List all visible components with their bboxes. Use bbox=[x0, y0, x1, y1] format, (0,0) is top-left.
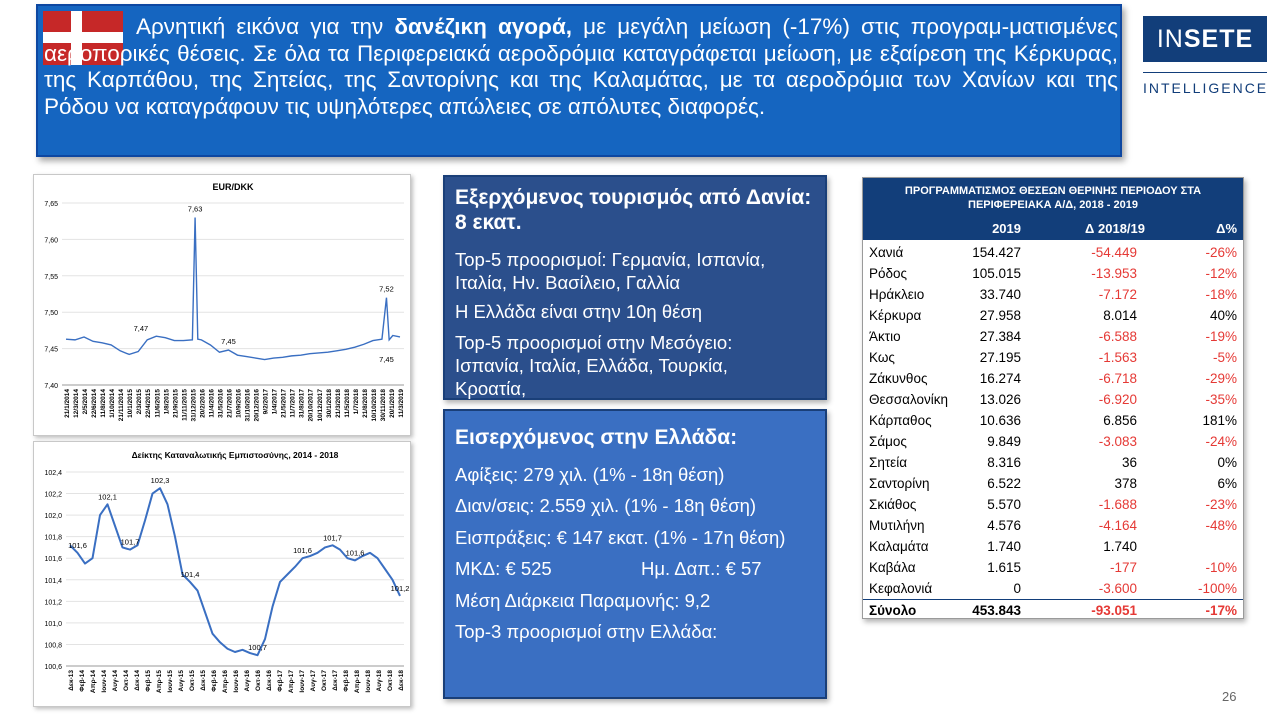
insete-logo: INSETE INTELLIGENCE bbox=[1143, 16, 1267, 102]
x-tick-label: 10/12/2017 bbox=[316, 389, 324, 422]
x-tick-label: 11/11/2015 bbox=[181, 389, 189, 421]
row-2019: 27.195 bbox=[979, 350, 1021, 365]
row-delta-pct: -29% bbox=[1205, 371, 1237, 386]
table-row bbox=[863, 410, 1243, 431]
row-airport: Ρόδος bbox=[869, 266, 908, 281]
row-delta-pct: -10% bbox=[1205, 560, 1237, 575]
col-2019: 2019 bbox=[992, 221, 1021, 236]
x-tick-label: Ιουν-16 bbox=[233, 670, 240, 693]
row-delta: -54.449 bbox=[1091, 245, 1137, 260]
page-number: 26 bbox=[1222, 689, 1237, 704]
y-tick-label: 102,2 bbox=[44, 491, 62, 499]
inbound-line: Αφίξεις: 279 χιλ. (1% - 18η θέση) bbox=[455, 464, 725, 485]
table-row bbox=[863, 452, 1243, 473]
y-tick-label: 7,60 bbox=[44, 237, 58, 245]
data-label: 7,45 bbox=[379, 355, 394, 365]
row-delta: -177 bbox=[1109, 560, 1137, 575]
table-row bbox=[863, 263, 1243, 284]
row-airport: Σάμος bbox=[869, 434, 907, 449]
row-delta-pct: -35% bbox=[1205, 392, 1237, 407]
row-delta-pct: 181% bbox=[1202, 413, 1237, 428]
row-delta-pct: 6% bbox=[1217, 476, 1237, 491]
y-tick-label: 7,65 bbox=[44, 201, 58, 208]
row-delta: -1.563 bbox=[1098, 350, 1137, 365]
y-tick-label: 7,40 bbox=[44, 383, 58, 390]
x-tick-label: 20/1/2019 bbox=[388, 389, 396, 418]
data-label: 7,52 bbox=[379, 284, 394, 294]
row-delta: -1.688 bbox=[1098, 497, 1137, 512]
y-tick-label: 101,4 bbox=[44, 577, 62, 585]
row-delta-pct: -17% bbox=[1205, 603, 1237, 618]
row-delta-pct: -12% bbox=[1205, 266, 1237, 281]
x-tick-label: 10/9/2016 bbox=[235, 389, 243, 418]
row-airport: Κεφαλονιά bbox=[869, 581, 933, 596]
x-tick-label: Δεκ-14 bbox=[134, 670, 141, 691]
seats-table bbox=[862, 177, 1244, 619]
row-delta: -7.172 bbox=[1098, 287, 1137, 302]
row-delta-pct: 0% bbox=[1217, 455, 1237, 470]
x-tick-label: Απρ-18 bbox=[354, 670, 361, 694]
row-2019: 1.740 bbox=[987, 539, 1021, 554]
row-delta: 36 bbox=[1121, 455, 1137, 470]
x-tick-label: 21/8/2018 bbox=[361, 389, 369, 418]
row-2019: 16.274 bbox=[979, 371, 1021, 386]
data-label: 100,7 bbox=[248, 643, 267, 653]
table-row bbox=[863, 515, 1243, 536]
row-airport: Ηράκλειο bbox=[869, 287, 925, 302]
x-tick-label: Οκτ-18 bbox=[387, 670, 394, 691]
x-tick-label: Ιουν-17 bbox=[299, 670, 306, 693]
row-delta-pct: -48% bbox=[1205, 518, 1237, 533]
x-tick-label: Δεκ-15 bbox=[200, 670, 207, 691]
chart-title: Δείκτης Καταναλωτικής Εμπιστοσύνης, 2014 - 2018 bbox=[131, 450, 339, 460]
outbound-line: Top-5 προορισμοί στην Μεσόγειο: bbox=[455, 332, 733, 353]
data-label: 7,45 bbox=[221, 337, 236, 347]
x-tick-label: Φεβ-16 bbox=[211, 670, 218, 692]
y-tick-label: 7,55 bbox=[44, 273, 58, 281]
table-header: ΠΡΟΓΡΑΜΜΑΤΙΣΜΟΣ ΘΕΣΕΩΝ ΘΕΡΙΝΗΣ ΠΕΡΙΟΔΟΥ ΣΤΑ ΠΕΡΙΦΕΡΕΙΑΚΑ Α/Δ, 2018 - 2019 2019 Δ 2018/19 Δ% bbox=[863, 178, 1243, 240]
data-label: 7,47 bbox=[133, 323, 149, 333]
x-tick-label: Δεκ-18 bbox=[398, 670, 405, 691]
x-tick-label: Δεκ-17 bbox=[332, 670, 339, 691]
x-tick-label: 10/10/2018 bbox=[370, 389, 378, 422]
row-airport: Ζάκυνθος bbox=[869, 371, 928, 386]
row-2019: 33.740 bbox=[979, 287, 1021, 302]
row-delta: -3.083 bbox=[1098, 434, 1137, 449]
x-tick-label: Οκτ-17 bbox=[321, 670, 328, 691]
y-tick-label: 102,4 bbox=[44, 470, 62, 477]
outbound-line: Ιταλία, Ην. Βασίλειο, Γαλλία bbox=[455, 272, 681, 293]
inbound-line: Μέση Διάρκεια Παραμονής: 9,2 bbox=[455, 590, 711, 611]
y-tick-label: 7,50 bbox=[44, 310, 58, 318]
row-airport: Κως bbox=[869, 350, 895, 365]
x-tick-label: 31/5/2016 bbox=[217, 389, 225, 418]
x-tick-label: 30/11/2018 bbox=[379, 389, 387, 422]
x-tick-label: Απρ-15 bbox=[156, 670, 163, 694]
data-label: 102,1 bbox=[98, 492, 117, 502]
confidence-svg bbox=[34, 442, 410, 706]
row-2019: 1.615 bbox=[987, 560, 1021, 575]
x-tick-label: Αυγ-16 bbox=[244, 670, 251, 692]
inbound-line: ΜΚΔ: € 525 bbox=[455, 558, 552, 579]
x-tick-label: 21/7/2016 bbox=[226, 389, 234, 418]
row-2019: 27.384 bbox=[979, 329, 1021, 344]
x-tick-label: Οκτ-15 bbox=[189, 670, 196, 691]
y-tick-label: 101,8 bbox=[44, 534, 62, 542]
outbound-title: Εξερχόμενος τουρισμός από Δανία: 8 εκατ. bbox=[455, 186, 812, 234]
row-airport: Θεσσαλονίκη bbox=[869, 392, 949, 407]
x-tick-label: Αυγ-17 bbox=[310, 670, 317, 692]
x-tick-label: 11/6/2015 bbox=[154, 389, 162, 418]
row-2019: 13.026 bbox=[979, 392, 1021, 407]
table-row bbox=[863, 347, 1243, 368]
inbound-title: Εισερχόμενος στην Ελλάδα: bbox=[455, 426, 738, 449]
row-delta: -6.920 bbox=[1098, 392, 1137, 407]
row-airport: Μυτιλήνη bbox=[869, 518, 925, 533]
x-tick-label: Απρ-17 bbox=[288, 670, 295, 694]
x-tick-label: Αυγ-15 bbox=[178, 670, 185, 692]
x-tick-label: 22/4/2015 bbox=[145, 389, 153, 418]
y-tick-label: 100,6 bbox=[44, 664, 62, 671]
row-airport: Σητεία bbox=[869, 455, 908, 470]
table-row bbox=[863, 431, 1243, 452]
table-row bbox=[863, 536, 1243, 557]
row-2019: 6.522 bbox=[987, 476, 1021, 491]
table-row bbox=[863, 389, 1243, 410]
y-tick-label: 102,0 bbox=[44, 513, 62, 521]
x-tick-label: 11/3/2019 bbox=[398, 389, 405, 418]
consumer-confidence-chart bbox=[33, 441, 411, 707]
row-2019: 154.427 bbox=[972, 245, 1021, 260]
row-delta: -13.953 bbox=[1091, 266, 1137, 281]
x-tick-label: 2/3/2015 bbox=[136, 389, 144, 415]
inbound-line: Διαν/σεις: 2.559 χιλ. (1% - 18η θέση) bbox=[455, 495, 757, 516]
table-row bbox=[863, 494, 1243, 515]
x-tick-label: 21/5/2017 bbox=[280, 389, 288, 418]
x-tick-label: 9/2/2017 bbox=[262, 389, 270, 415]
x-tick-label: 2/5/2014 bbox=[82, 389, 90, 415]
x-tick-label: Φεβ-14 bbox=[79, 670, 86, 692]
row-2019: 5.570 bbox=[987, 497, 1021, 512]
x-tick-label: Απρ-16 bbox=[222, 670, 229, 694]
data-label: 101,6 bbox=[68, 540, 87, 550]
data-label: 101,4 bbox=[180, 569, 200, 579]
x-tick-label: Δεκ-13 bbox=[68, 670, 75, 691]
row-delta: 1.740 bbox=[1103, 539, 1137, 554]
data-label: 7,63 bbox=[187, 204, 203, 214]
table-row bbox=[863, 305, 1243, 326]
y-tick-label: 101,2 bbox=[44, 599, 62, 607]
x-tick-label: Αυγ-14 bbox=[112, 670, 119, 692]
outbound-line: Η Ελλάδα είναι στην 10η θέση bbox=[455, 301, 703, 322]
table-row bbox=[863, 284, 1243, 305]
x-tick-label: 21/9/2015 bbox=[172, 389, 180, 418]
data-label: 101,6 bbox=[345, 548, 365, 558]
row-delta-pct: -26% bbox=[1205, 245, 1237, 260]
row-delta-pct: -5% bbox=[1212, 350, 1237, 365]
row-2019: 105.015 bbox=[972, 266, 1021, 281]
x-tick-label: Φεβ-18 bbox=[343, 670, 350, 692]
outbound-panel bbox=[443, 175, 827, 400]
row-2019: 8.316 bbox=[987, 455, 1021, 470]
row-airport: Κάρπαθος bbox=[869, 413, 932, 428]
x-tick-label: 21/3/2018 bbox=[334, 389, 342, 418]
y-tick-label: 101,0 bbox=[44, 620, 62, 628]
inbound-line: Top-3 προορισμοί στην Ελλάδα: bbox=[455, 621, 718, 642]
row-delta-pct: -18% bbox=[1205, 287, 1237, 302]
x-tick-label: 21/11/2014 bbox=[118, 389, 126, 422]
row-2019: 10.636 bbox=[979, 413, 1021, 428]
row-delta: 8.014 bbox=[1103, 308, 1137, 323]
header-banner bbox=[36, 4, 1122, 157]
header-text: Αρνητική εικόνα για την δανέζικη αγορά, με μεγάλη μείωση (-17%) στις προγραμ-ματισμένες αεροπορικές θέσεις. Σε όλα τα Περιφερειακά αεροδρόμια καταγράφεται μείωση, με εξαίρεση της Κέρκυρας, της Καρπάθου, της Σητείας, της Σαντορίνης και της Καλαμάτας, με τα αεροδρόμια των Χανίων και της Ρόδου να καταγράφουν τις υψηλότερες απώλειες σε απόλυτες διαφορές. bbox=[44, 14, 1118, 119]
row-2019: 0 bbox=[1013, 581, 1021, 596]
row-2019: 4.576 bbox=[987, 518, 1021, 533]
row-2019: 9.849 bbox=[987, 434, 1021, 449]
x-tick-label: Ιουν-15 bbox=[167, 670, 174, 693]
row-delta: -93.051 bbox=[1091, 603, 1137, 618]
y-tick-label: 100,8 bbox=[44, 642, 62, 650]
table-row bbox=[863, 578, 1243, 599]
row-2019: 453.843 bbox=[972, 603, 1021, 618]
row-airport: Κέρκυρα bbox=[869, 308, 922, 323]
row-airport: Καλαμάτα bbox=[869, 539, 929, 554]
x-tick-label: 31/8/2017 bbox=[298, 389, 306, 418]
row-2019: 27.958 bbox=[979, 308, 1021, 323]
row-delta: -4.164 bbox=[1098, 518, 1137, 533]
eurdkk-svg bbox=[34, 175, 410, 435]
confidence-line bbox=[70, 488, 400, 655]
x-tick-label: 1/4/2017 bbox=[271, 389, 279, 415]
x-tick-label: 1/7/2018 bbox=[352, 389, 360, 415]
x-tick-label: 11/4/2016 bbox=[208, 389, 216, 418]
x-tick-label: 20/2/2016 bbox=[199, 389, 207, 418]
data-label: 101,7 bbox=[323, 533, 342, 543]
x-tick-label: 10/1/2015 bbox=[127, 389, 135, 418]
x-tick-label: 21/1/2014 bbox=[64, 389, 71, 418]
x-tick-label: 1/8/2015 bbox=[163, 389, 171, 415]
row-airport: Καβάλα bbox=[869, 560, 916, 575]
x-tick-label: 31/12/2015 bbox=[190, 389, 198, 422]
x-tick-label: 31/10/2016 bbox=[244, 389, 252, 422]
x-tick-label: 22/6/2014 bbox=[91, 389, 99, 418]
outbound-line: Κροατία, bbox=[455, 378, 527, 399]
x-tick-label: 12/3/2014 bbox=[73, 389, 81, 418]
row-delta-pct: -23% bbox=[1205, 497, 1237, 512]
row-delta-pct: -100% bbox=[1197, 581, 1237, 596]
data-label: 101,7 bbox=[120, 537, 140, 547]
x-tick-label: 20/10/2017 bbox=[307, 389, 315, 422]
x-tick-label: 20/12/2016 bbox=[253, 389, 261, 422]
col-delta: Δ 2018/19 bbox=[1085, 221, 1145, 236]
x-tick-label: Αυγ-18 bbox=[376, 670, 383, 692]
chart-title: EUR/DKK bbox=[212, 182, 254, 192]
row-delta: 378 bbox=[1114, 476, 1137, 491]
x-tick-label: Οκτ-16 bbox=[255, 670, 262, 691]
row-delta-pct: -24% bbox=[1205, 434, 1237, 449]
data-label: 101,6 bbox=[293, 546, 312, 556]
y-tick-label: 101,6 bbox=[44, 556, 62, 564]
x-tick-label: Ιουν-18 bbox=[365, 670, 372, 693]
row-delta: -3.600 bbox=[1098, 581, 1137, 596]
row-airport: Σκιάθος bbox=[869, 497, 917, 512]
table-row bbox=[863, 557, 1243, 578]
row-airport: Άκτιο bbox=[869, 329, 901, 344]
row-delta: -6.588 bbox=[1098, 329, 1137, 344]
x-tick-label: Φεβ-15 bbox=[145, 670, 152, 692]
row-airport: Σύνολο bbox=[869, 603, 917, 618]
outbound-line: Ισπανία, Ιταλία, Ελλάδα, Τουρκία, bbox=[455, 355, 728, 376]
eurdkk-chart bbox=[33, 174, 411, 436]
inbound-panel bbox=[443, 409, 827, 699]
inbound-line: Εισπράξεις: € 147 εκατ. (1% - 17η θέση) bbox=[455, 527, 786, 548]
x-tick-label: 11/8/2014 bbox=[100, 389, 108, 418]
x-tick-label: Απρ-14 bbox=[90, 670, 97, 694]
x-tick-label: Ιουν-14 bbox=[101, 670, 108, 693]
table-row bbox=[863, 368, 1243, 389]
row-delta: -6.718 bbox=[1098, 371, 1137, 386]
row-airport: Σαντορίνη bbox=[869, 476, 930, 491]
outbound-line: Top-5 προορισμοί: Γερμανία, Ισπανία, bbox=[455, 249, 766, 270]
row-delta-pct: 40% bbox=[1209, 308, 1237, 323]
x-tick-label: 30/1/2018 bbox=[325, 389, 333, 418]
row-delta-pct: -19% bbox=[1205, 329, 1237, 344]
table-total-row bbox=[863, 599, 1243, 620]
data-label: 102,3 bbox=[150, 476, 170, 486]
y-tick-label: 7,45 bbox=[44, 346, 58, 354]
table-row bbox=[863, 326, 1243, 347]
x-tick-label: Φεβ-17 bbox=[277, 670, 284, 692]
data-label: 101,2 bbox=[390, 583, 410, 593]
x-tick-label: Οκτ-14 bbox=[123, 670, 130, 691]
x-tick-label: Δεκ-16 bbox=[266, 670, 273, 691]
table-row bbox=[863, 473, 1243, 494]
row-airport: Χανιά bbox=[869, 245, 904, 260]
table-row bbox=[863, 242, 1243, 263]
col-delta-pct: Δ% bbox=[1216, 221, 1237, 236]
x-tick-label: 11/7/2017 bbox=[289, 389, 297, 418]
row-delta: 6.856 bbox=[1103, 413, 1137, 428]
x-tick-label: 1/10/2014 bbox=[109, 389, 117, 418]
inbound-line: Ημ. Δαπ.: € 57 bbox=[641, 558, 762, 579]
x-tick-label: 11/5/2018 bbox=[343, 389, 351, 418]
